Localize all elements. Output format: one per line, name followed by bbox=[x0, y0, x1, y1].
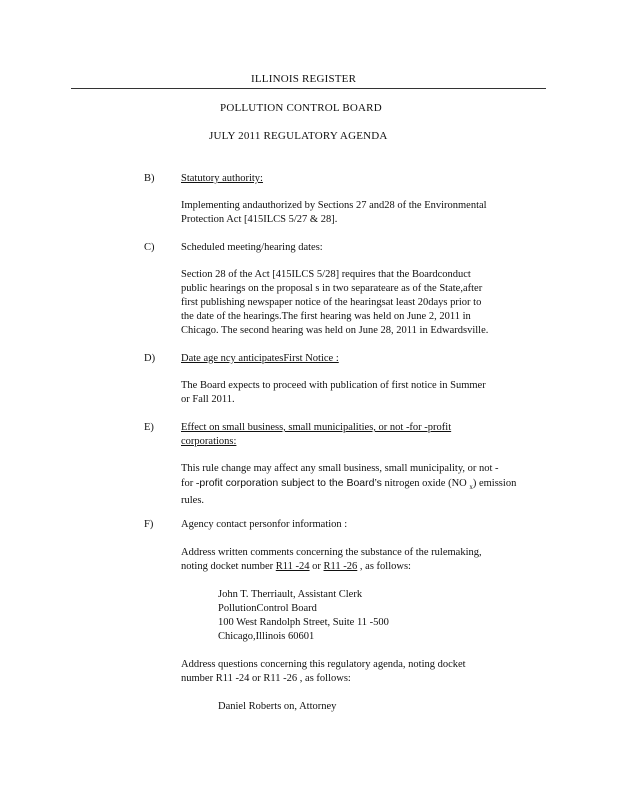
section-f-heading: Agency contact personfor information : bbox=[181, 519, 348, 530]
section-e-label: E) bbox=[144, 422, 154, 433]
section-d-text bbox=[181, 379, 531, 407]
section-f-para2-line: Address questions concerning this regulatory agenda, noting docket bbox=[181, 659, 466, 670]
section-c-text bbox=[181, 268, 531, 338]
section-e-line2-end: ) emission bbox=[472, 478, 517, 489]
section-c-line: Section 28 of the Act [415ILCS 5/28] requires that the Boardconduct bbox=[181, 269, 471, 280]
header-rule bbox=[71, 88, 546, 89]
docket-link-r11-26[interactable]: R11 -26 bbox=[323, 561, 358, 572]
section-e-heading-line: corporations: bbox=[181, 436, 237, 447]
section-f-para2 bbox=[181, 658, 531, 686]
section-d-line: or Fall 2011. bbox=[181, 394, 235, 405]
address-line: PollutionControl Board bbox=[218, 603, 317, 614]
section-c-line: Chicago. The second hearing was held on June 28, 2011 in Edwardsville. bbox=[181, 325, 489, 336]
section-c-heading: Scheduled meeting/hearing dates: bbox=[181, 242, 323, 253]
section-d-line: The Board expects to proceed with publication of first notice in Summer bbox=[181, 380, 486, 391]
section-c-line: first publishing newspaper notice of the hearingsat least 20days prior to bbox=[181, 297, 482, 308]
contact-name: Daniel Roberts on, Attorney bbox=[218, 701, 337, 712]
section-c-line: the date of the hearings.The first hearing was held on June 2, 2011 in bbox=[181, 311, 471, 322]
section-e-heading bbox=[181, 421, 531, 449]
docket-prefix: noting docket number bbox=[181, 561, 276, 572]
register-title: ILLINOIS REGISTER bbox=[251, 73, 357, 85]
section-f-label: F) bbox=[144, 519, 154, 530]
address-line: John T. Therriault, Assistant Clerk bbox=[218, 589, 363, 600]
section-b-text bbox=[181, 199, 531, 227]
section-b-line: Implementing andauthorized by Sections 27 and28 of the Environmental bbox=[181, 200, 487, 211]
section-f-para1-line bbox=[181, 560, 531, 574]
section-c-line: public hearings on the proposal s in two separateare as of the State,after bbox=[181, 283, 483, 294]
section-b-line: Protection Act [415ILCS 5/27 & 28]. bbox=[181, 214, 338, 225]
docket-suffix: , as follows: bbox=[357, 561, 411, 572]
section-e-text bbox=[181, 462, 531, 508]
section-d-heading: Date age ncy anticipatesFirst Notice : bbox=[181, 353, 339, 364]
section-c-label: C) bbox=[144, 242, 155, 253]
section-b-label: B) bbox=[144, 173, 155, 184]
section-e-line: This rule change may affect any small business, small municipality, or not - bbox=[181, 463, 499, 474]
agenda-title: JULY 2011 REGULATORY AGENDA bbox=[209, 130, 388, 142]
section-e-heading-line: Effect on small business, small municipalities, or not -for -profit bbox=[181, 422, 452, 433]
section-e-line2-mid: profit corporation subject to the Board’s bbox=[199, 477, 382, 489]
section-e-line2-post: nitrogen oxide (NO bbox=[381, 478, 470, 489]
section-f-para1 bbox=[181, 546, 531, 574]
section-f-para1-line: Address written comments concerning the substance of the rulemaking, bbox=[181, 547, 482, 558]
section-e-line2-pre: for - bbox=[181, 478, 200, 489]
section-e-line: rules. bbox=[181, 495, 205, 507]
section-d-label: D) bbox=[144, 353, 156, 364]
board-title: POLLUTION CONTROL BOARD bbox=[220, 102, 382, 114]
docket-link-r11-24[interactable]: R11 -24 bbox=[275, 561, 310, 572]
section-b-heading: Statutory authority: bbox=[181, 173, 263, 184]
address-line: 100 West Randolph Street, Suite 11 -500 bbox=[218, 617, 389, 628]
docket-or: or bbox=[309, 561, 324, 572]
section-e-line bbox=[181, 476, 531, 494]
section-e-subscript: x bbox=[469, 483, 473, 492]
section-f-para2-line: number R11 -24 or R11 -26 , as follows: bbox=[181, 673, 351, 684]
address-line: Chicago,Illinois 60601 bbox=[218, 631, 315, 642]
